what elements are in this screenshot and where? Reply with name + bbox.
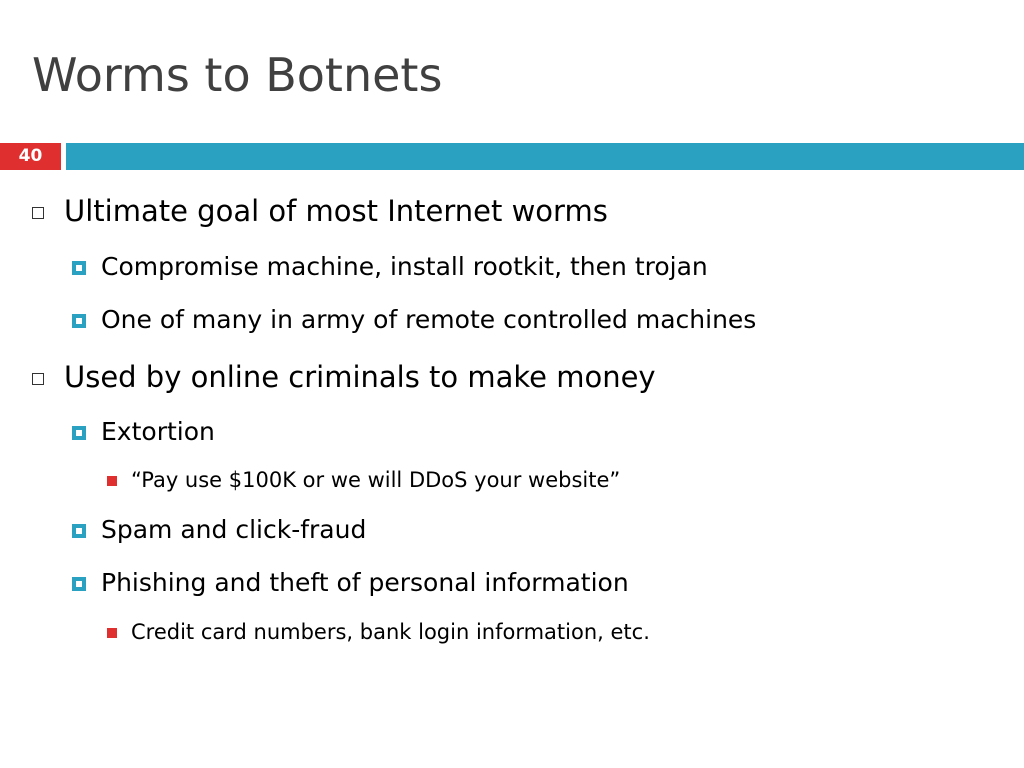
slide-title: Worms to Botnets — [32, 48, 443, 102]
boxed-square-bullet-icon — [72, 577, 86, 591]
bullet-item: Ultimate goal of most Internet worms — [64, 194, 608, 228]
slide-number-badge: 40 — [0, 143, 61, 170]
sub-bullet-item: Phishing and theft of personal information — [101, 568, 629, 597]
sub-sub-bullet-item: Credit card numbers, bank login information, etc. — [131, 620, 650, 644]
hollow-square-bullet-icon — [32, 373, 44, 385]
bullet-item: Used by online criminals to make money — [64, 360, 656, 394]
filled-square-bullet-icon — [107, 628, 117, 638]
sub-sub-bullet-item: “Pay use $100K or we will DDoS your website” — [131, 468, 621, 492]
boxed-square-bullet-icon — [72, 314, 86, 328]
boxed-square-bullet-icon — [72, 261, 86, 275]
sub-bullet-item: Spam and click-fraud — [101, 515, 367, 544]
boxed-square-bullet-icon — [72, 524, 86, 538]
sub-bullet-item: Compromise machine, install rootkit, then trojan — [101, 252, 708, 281]
sub-bullet-item: Extortion — [101, 417, 215, 446]
title-divider-bar — [66, 143, 1024, 170]
boxed-square-bullet-icon — [72, 426, 86, 440]
sub-bullet-item: One of many in army of remote controlled machines — [101, 305, 757, 334]
filled-square-bullet-icon — [107, 476, 117, 486]
hollow-square-bullet-icon — [32, 207, 44, 219]
